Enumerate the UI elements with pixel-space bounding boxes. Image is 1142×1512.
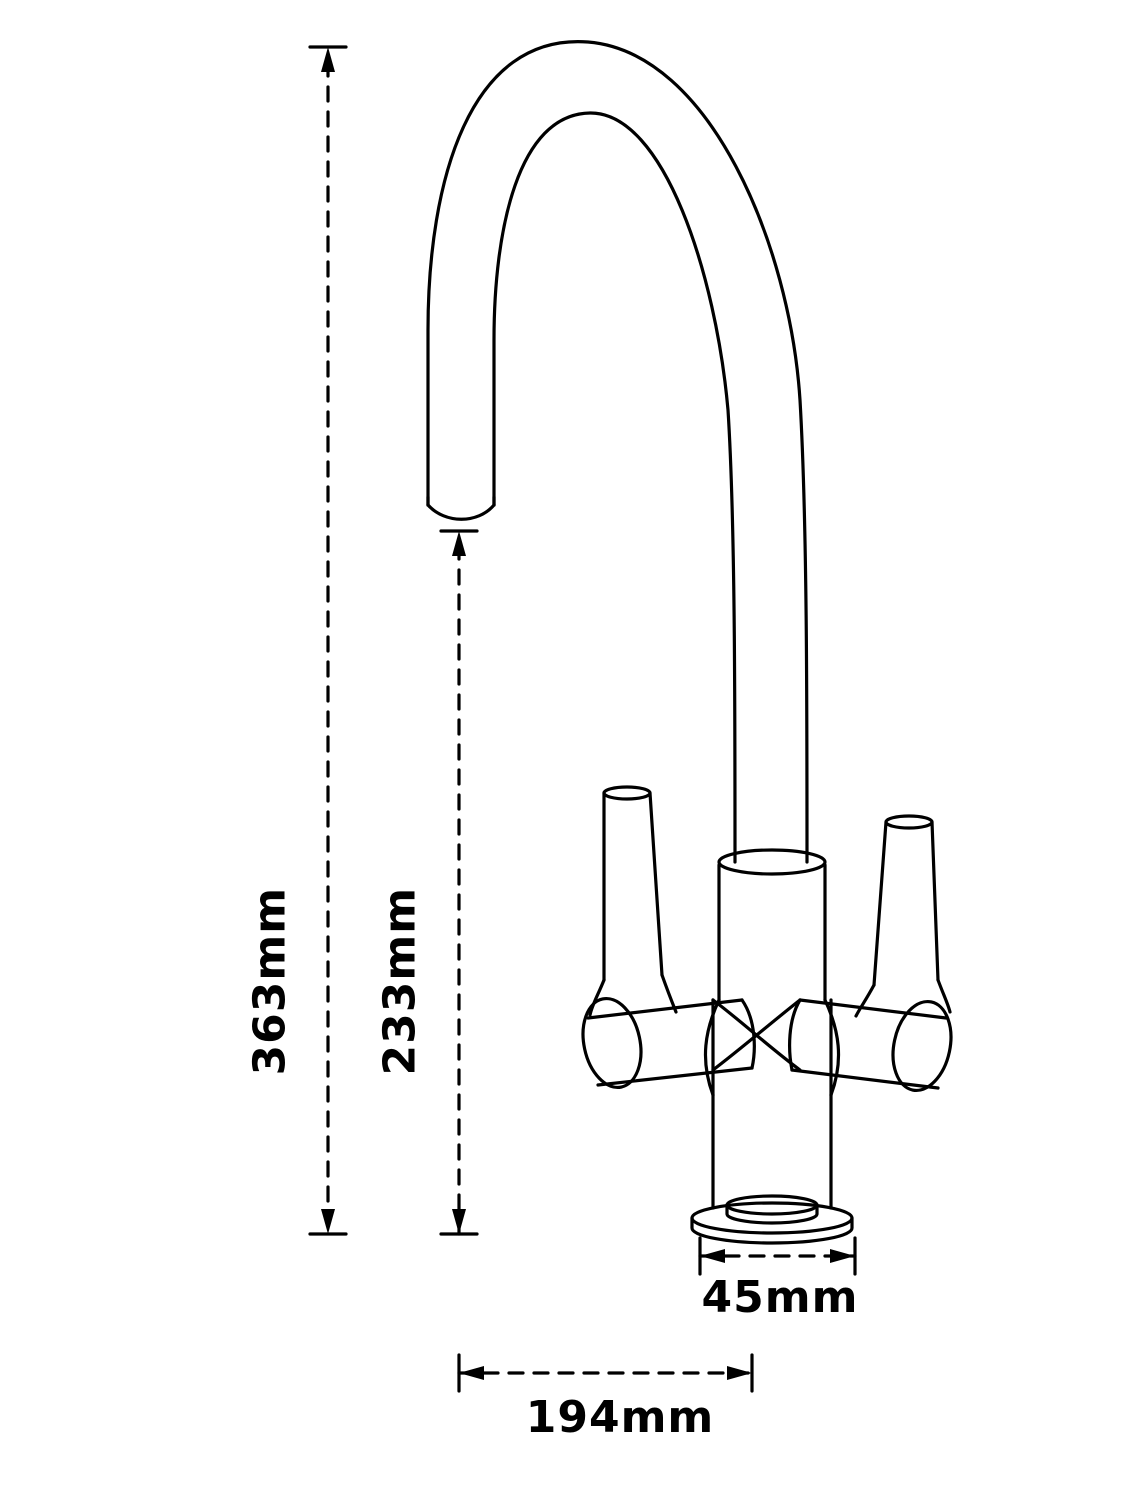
dimension-label-233mm: 233mm <box>374 886 426 1076</box>
tap-riser-column <box>705 850 838 1095</box>
tap-lower-column <box>713 1095 831 1208</box>
tap-handle-right <box>790 816 959 1096</box>
dimension-label-363mm: 363mm <box>244 886 296 1076</box>
tap-valve-block <box>713 1000 831 1095</box>
dimension-label-45mm: 45mm <box>701 1272 859 1323</box>
dimension-label-194mm: 194mm <box>525 1392 715 1443</box>
tap-spout-gooseneck <box>428 42 807 862</box>
tap-handle-left <box>575 787 754 1093</box>
tap-base-flange <box>692 1196 852 1243</box>
